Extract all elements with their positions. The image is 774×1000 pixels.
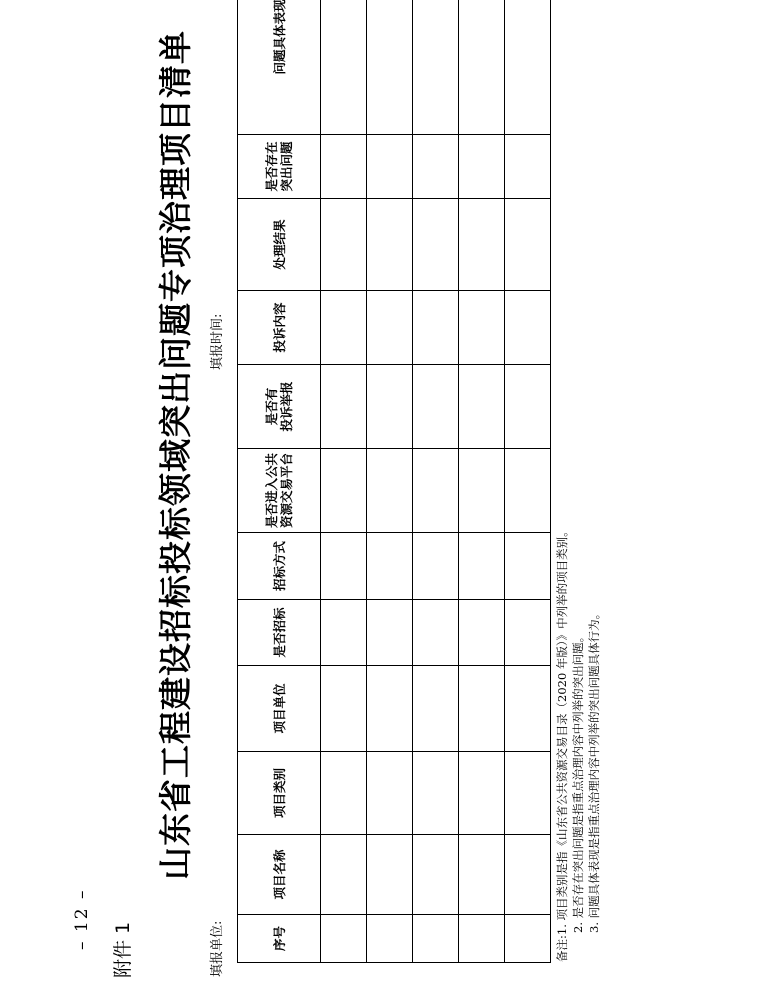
table-cell [321,199,367,291]
table-cell [413,135,459,199]
column-header-text: 项目名称 [271,849,287,900]
column-header-text: 是否招标 [271,607,287,658]
column-header [238,291,321,365]
column-header-text: 是否进入公共 [264,453,279,529]
table-cell [413,0,459,135]
table-cell [367,449,413,533]
table-cell [321,533,367,600]
table-cell [413,915,459,963]
page-title: 山东省工程建设招标投标领域突出问题专项治理项目清单 [156,30,195,880]
note-item [586,525,602,962]
column-header-text: 是否有 [264,387,279,426]
table-cell [367,915,413,963]
column-header-text: 处理结果 [271,219,287,270]
table-cell [321,666,367,752]
column-header [238,666,321,752]
table-cell [459,135,505,199]
column-header [238,533,321,600]
table-cell [459,915,505,963]
table-cell [367,199,413,291]
table-cell [321,291,367,365]
notes [554,525,602,962]
table-row [413,0,459,963]
table-row [367,0,413,963]
table-cell [505,135,551,199]
column-header-text: 投诉举报 [279,381,294,432]
table-cell [459,449,505,533]
note-item [570,525,586,962]
table-header-row [238,0,321,963]
reporting-unit-label: 填报单位: [210,920,225,977]
table-cell [505,915,551,963]
notes-prefix: 备注: [555,935,569,962]
column-header-text: 招标方式 [271,541,287,592]
column-header [238,449,321,533]
column-header [238,199,321,291]
table-cell [505,835,551,915]
table-cell [459,600,505,666]
table-cell [505,291,551,365]
table-cell [367,365,413,449]
table-cell [413,449,459,533]
table-cell [321,0,367,135]
table-cell [459,666,505,752]
column-header [238,752,321,835]
table-cell [505,752,551,835]
table-cell [413,666,459,752]
table-cell [367,835,413,915]
column-header [238,135,321,199]
column-header [238,835,321,915]
table-cell [367,291,413,365]
column-header-text: 问题具体表现 [271,0,287,75]
table-cell [321,449,367,533]
table-cell [367,135,413,199]
table-cell [505,533,551,600]
column-header [238,0,321,135]
table-cell [459,533,505,600]
table-cell [367,600,413,666]
table-cell [367,0,413,135]
table-cell [321,835,367,915]
table-cell [459,835,505,915]
table-row [505,0,551,963]
column-header-text: 投诉内容 [271,302,287,353]
note-text: 3. 问题具体表现是指重点治理内容中列举的突出问题具体行为。 [587,607,601,933]
table-cell [459,0,505,135]
table-row [321,0,367,963]
table-cell [413,533,459,600]
table-cell [413,291,459,365]
note-item [554,525,570,962]
table-cell [459,752,505,835]
column-header-text: 项目单位 [271,683,287,734]
note-text: 2. 是否存在突出问题是指重点治理内容中列举的突出问题。 [571,630,585,933]
table-cell [459,365,505,449]
table-cell [505,449,551,533]
reporting-time-label: 填报时间: [210,313,225,370]
column-header-text: 是否存在 [264,141,279,192]
table-cell [413,600,459,666]
table-cell [505,0,551,135]
column-header-text: 突出问题 [279,141,294,192]
table-cell [367,533,413,600]
attachment-label: 附件 1 [112,921,134,978]
table-cell [505,666,551,752]
table-cell [459,199,505,291]
column-header-text: 序号 [271,926,287,952]
table-cell [321,600,367,666]
table-cell [321,135,367,199]
table-cell [321,365,367,449]
column-header-text: 项目类别 [271,768,287,819]
table-cell [321,915,367,963]
table-cell [321,752,367,835]
table-cell [413,752,459,835]
table-cell [367,752,413,835]
table-cell [505,365,551,449]
table-row [459,0,505,963]
table-cell [413,365,459,449]
table-cell [413,835,459,915]
table-cell [367,666,413,752]
table-cell [459,291,505,365]
table-cell [413,199,459,291]
note-text: 1. 项目类别是指《山东省公共资源交易目录（2020 年版）》中列举的项目类别。 [555,525,569,936]
column-header [238,600,321,666]
column-header [238,365,321,449]
project-list-table [237,0,551,963]
column-header [238,915,321,963]
page-number: – 12 – [72,888,92,950]
table-cell [505,600,551,666]
column-header-text: 资源交易平台 [279,453,294,529]
table-cell [505,199,551,291]
